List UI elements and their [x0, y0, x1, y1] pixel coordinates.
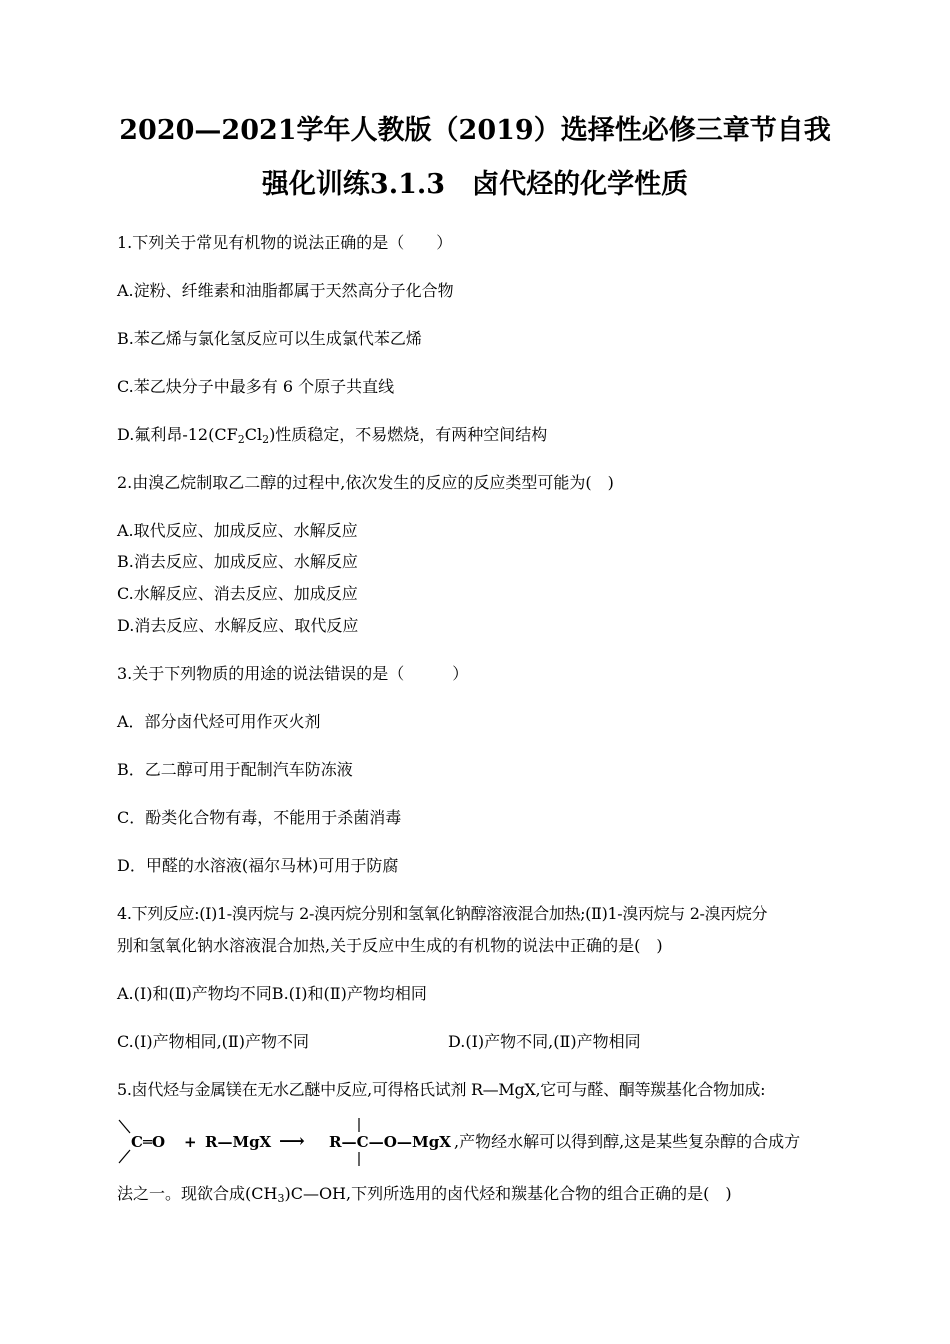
q1-option-a: A.淀粉、纤维素和油脂都属于天然高分子化合物: [117, 281, 454, 300]
q1-d-sub-2: 2: [262, 433, 270, 446]
q3-option-d: D．甲醛的水溶液(福尔马林)可用于防腐: [117, 856, 399, 875]
q5-stem-line-2: ,产物经水解可以得到醇,这是某些复杂醇的合成方: [454, 1132, 801, 1151]
q1-d-text-post: )性质稳定，不易燃烧，有两种空间结构: [269, 425, 548, 444]
q1-option-b: B.苯乙烯与氯化氢反应可以生成氯代苯乙烯: [117, 329, 422, 348]
plus-sign: +: [184, 1133, 197, 1151]
q4-stem-line-1: 4.下列反应:(Ⅰ)1-溴丙烷与 2-溴丙烷分别和氢氧化钠醇溶液混合加热;(Ⅱ)1-溴丙烷与 2-溴丙烷分: [117, 904, 768, 923]
q5-line3-text-pre: 法之一。现欲合成(CH: [117, 1184, 278, 1203]
q4-stem-line-2: 别和氢氧化钠水溶液混合加热,关于反应中生成的有机物的说法中正确的是( ): [117, 936, 663, 955]
reaction-bonds-graphic: [117, 1116, 453, 1168]
q3-option-b: B．乙二醇可用于配制汽车防冻液: [117, 760, 353, 779]
page-title-line-1: 2020—2021学年人教版（2019）选择性必修三章节自我: [119, 115, 831, 146]
q1-stem: 1.下列关于常见有机物的说法正确的是（ ）: [117, 233, 453, 252]
q3-option-c: C．酚类化合物有毒，不能用于杀菌消毒: [117, 808, 402, 827]
q5-stem-line-3: [117, 1184, 732, 1205]
grignard-reagent-text: R—MgX: [205, 1133, 272, 1151]
q2-option-c: C.水解反应、消去反应、加成反应: [117, 584, 358, 603]
q4-option-c: C.(Ⅰ)产物相同,(Ⅱ)产物不同: [117, 1032, 310, 1051]
q2-stem: 2.由溴乙烷制取乙二醇的过程中,依次发生的反应的反应类型可能为( ): [117, 473, 614, 492]
q3-option-a: A．部分卤代烃可用作灭火剂: [117, 712, 321, 731]
page-title-line-2: 强化训练3.1.3 卤代烃的化学性质: [261, 169, 689, 200]
q1-option-c: C.苯乙炔分子中最多有 6 个原子共直线: [117, 377, 395, 396]
q1-d-text-mid: Cl: [244, 425, 263, 444]
q5-line3-text-post: )C—OH,下列所选用的卤代烃和羰基化合物的组合正确的是( ): [284, 1184, 732, 1203]
q1-d-text-pre: D.氟利昂-12(CF: [117, 425, 238, 444]
q1-d-sub-1: 2: [237, 433, 245, 446]
q5-stem-line-1: 5.卤代烃与金属镁在无水乙醚中反应,可得格氏试剂 R—MgX,它可与醛、酮等羰基化合物加成:: [117, 1080, 766, 1099]
reaction-arrow: ⟶: [279, 1131, 305, 1152]
grignard-reaction-equation: [117, 1116, 453, 1168]
q4-option-d: D.(Ⅰ)产物不同,(Ⅱ)产物相同: [448, 1032, 641, 1051]
q2-option-b: B.消去反应、加成反应、水解反应: [117, 552, 358, 571]
q3-stem: 3.关于下列物质的用途的说法错误的是（ ）: [117, 664, 469, 683]
product-text: R—C—O—MgX: [329, 1133, 452, 1151]
q4-option-ab: A.(Ⅰ)和(Ⅱ)产物均不同B.(Ⅰ)和(Ⅱ)产物均相同: [117, 984, 427, 1003]
q5-line3-sub: 3: [277, 1192, 285, 1205]
q2-option-d: D.消去反应、水解反应、取代反应: [117, 616, 359, 635]
carbonyl-text: C═O: [131, 1133, 166, 1151]
q1-option-d: [117, 425, 548, 446]
q2-option-a: A.取代反应、加成反应、水解反应: [117, 521, 358, 540]
